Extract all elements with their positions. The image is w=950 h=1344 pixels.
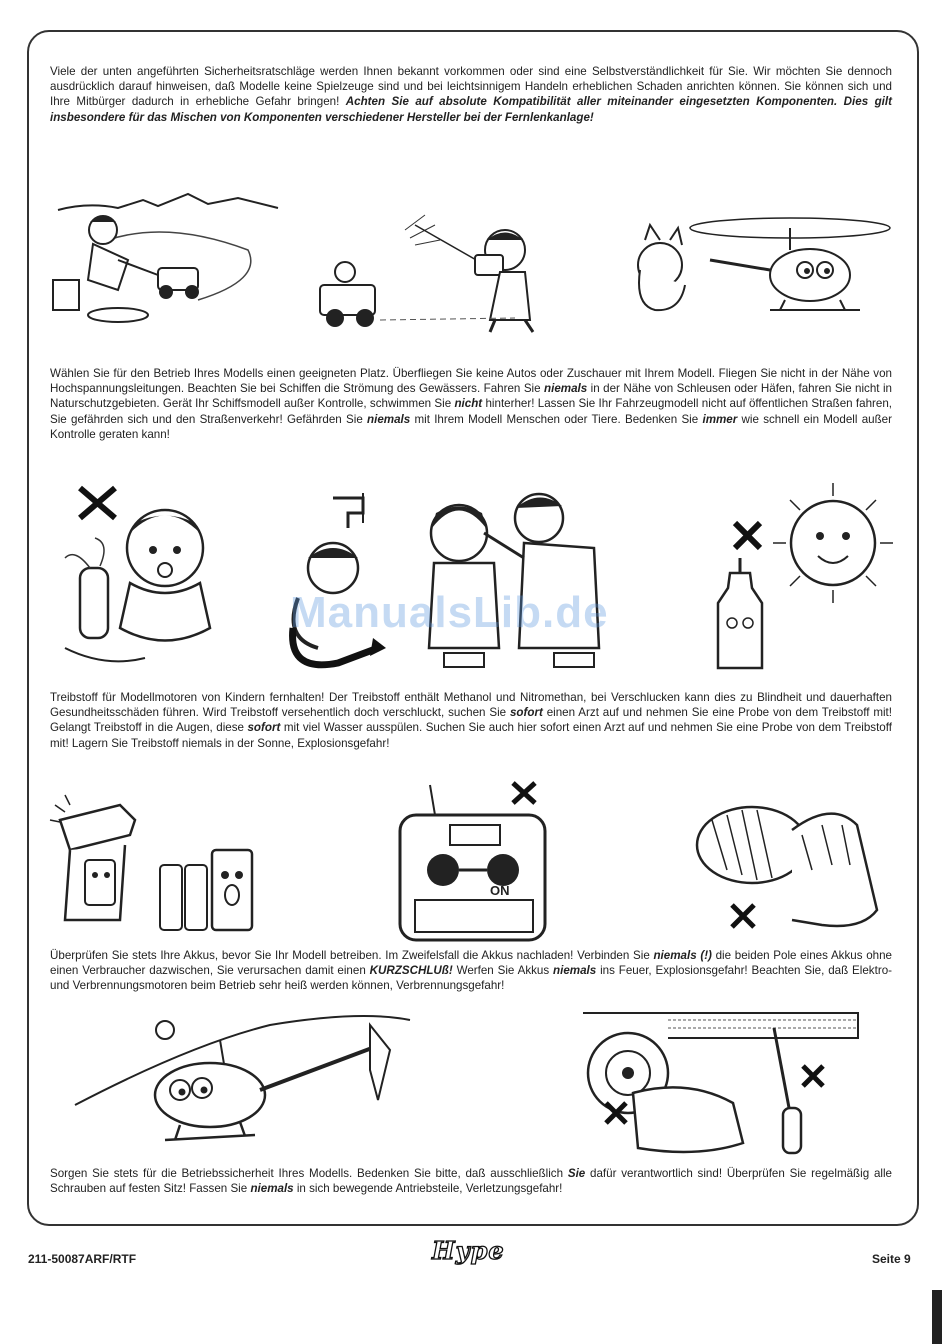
- intro-text: Viele der unten angeführten Sicherheitsratschläge werden Ihnen bekannt vorkommen oder sind eine Selbstverständlichkeit für Sie. Wir möchten Sie dennoch ausdrücklich darauf hinweisen, daß Modelle keine Spielzeuge sind und bei leichtsinnigem Handeln erheblichen Schaden anrichten können. Sie können sich und Ihre Mitbürger dadurch in erhebliche Gefahr bringen!: [50, 65, 892, 109]
- eye-wash-icon: [278, 488, 393, 678]
- fuel-bottle-sun-icon: [700, 478, 895, 678]
- hot-engine-hand-icon: [682, 790, 887, 935]
- doctor-icon: [404, 488, 614, 678]
- battery-paragraph: Überprüfen Sie stets Ihre Akkus, bevor Sie Ihr Modell betreiben. Im Zweifelsfall die Akkus nachladen! Verbinden Sie niemals (!) die beiden Pole eines Akkus ohne einen Verbraucher dazwischen, Sie verursachen damit einen KURZSCHLUß! Werfen Sie Akkus niemals ins Feuer, Explosionsgefahr! Beachten Sie, daß Elektro- und Verbrennungsmotoren beim Betrieb sehr heiß werden können, Verbrennungsgefahr!: [50, 949, 892, 993]
- maintenance-paragraph: Sorgen Sie stets für die Betriebssicherheit Ihres Modells. Bedenken Sie bitte, daß ausschließlich Sie dafür verantwortlich sind! Überprüfen Sie regelmäßig alle Schrauben auf festen Sitz! Fassen Sie niemals in sich bewegende Antriebsteile, Verletzungsgefahr!: [50, 1167, 892, 1196]
- fuel-paragraph: Treibstoff für Modellmotoren von Kindern fernhalten! Der Treibstoff enthält Methanol und Nitromethan, bei Verschlucken kann dies zu Blindheit und dauerhaften Gesundheitsschäden führen. Wird Treibstoff versehentlich doch verschluckt, suchen Sie sofort einen Arzt auf und nehmen Sie eine Probe von dem Treibstoff mit! Gelangt Treibstoff in die Augen, diese sofort mit viel Wasser ausspülen. Suchen Sie auch hier sofort einen Arzt auf und nehmen Sie eine Probe von dem Treibstoff mit! Lagern Sie Treibstoff niemals in der Sonne, Explosionsgefahr!: [50, 691, 892, 750]
- scan-edge: [932, 1290, 942, 1344]
- location-paragraph: Wählen Sie für den Betrieb Ihres Modells einen geeigneten Platz. Überfliegen Sie keine Autos oder Zuschauer mit Ihrem Modell. Fliegen Sie nicht in der Nähe von Hochspannungsleitungen. Beachten Sie bei Schiffen die Strömung des Gewässers. Fahren Sie niemals in der Nähe von Schleusen oder Häfen, fahren Sie nicht in Naturschutzgebieten. Gerät Ihr Schiffsmodell außer Kontrolle, schwimmen Sie nicht hinterher! Lassen Sie Ihr Fahrzeugmodell nicht auf öffentlichen Straßen fahren, Sie gefährden sich und den Straßenverkehr! Gefährden Sie niemals mit Ihrem Modell Menschen oder Tiere. Bedenken Sie immer wie schnell ein Modell außer Kontrolle geraten kann!: [50, 367, 892, 441]
- intro-warning: Achten Sie auf absolute Kompatibilität aller miteinander eingesetzten Komponenten. Dies gilt insbesondere für das Mischen von Komponenten verschiedener Hersteller bei der Fernlenkanlage!: [50, 95, 892, 124]
- rotor-hand-screwdriver-icon: [578, 1008, 863, 1158]
- switch-on-label: ON: [490, 883, 510, 898]
- charger-batteries-icon: [40, 790, 260, 935]
- watermark: ManualsLib.de: [290, 588, 609, 637]
- brand-logo: Hype: [432, 1236, 505, 1265]
- transmitter-icon: [395, 775, 560, 945]
- page-number: Seite 9: [872, 1252, 911, 1266]
- baby-fuel-icon: [45, 478, 245, 678]
- model-number: 211-50087ARF/RTF: [28, 1252, 137, 1266]
- helicopter-dog-icon: [620, 210, 895, 335]
- helicopter-model-icon: [70, 1010, 415, 1160]
- intro-paragraph: [50, 64, 892, 125]
- child-rc-car-icon: [48, 180, 283, 330]
- rc-operator-icon: [315, 210, 565, 335]
